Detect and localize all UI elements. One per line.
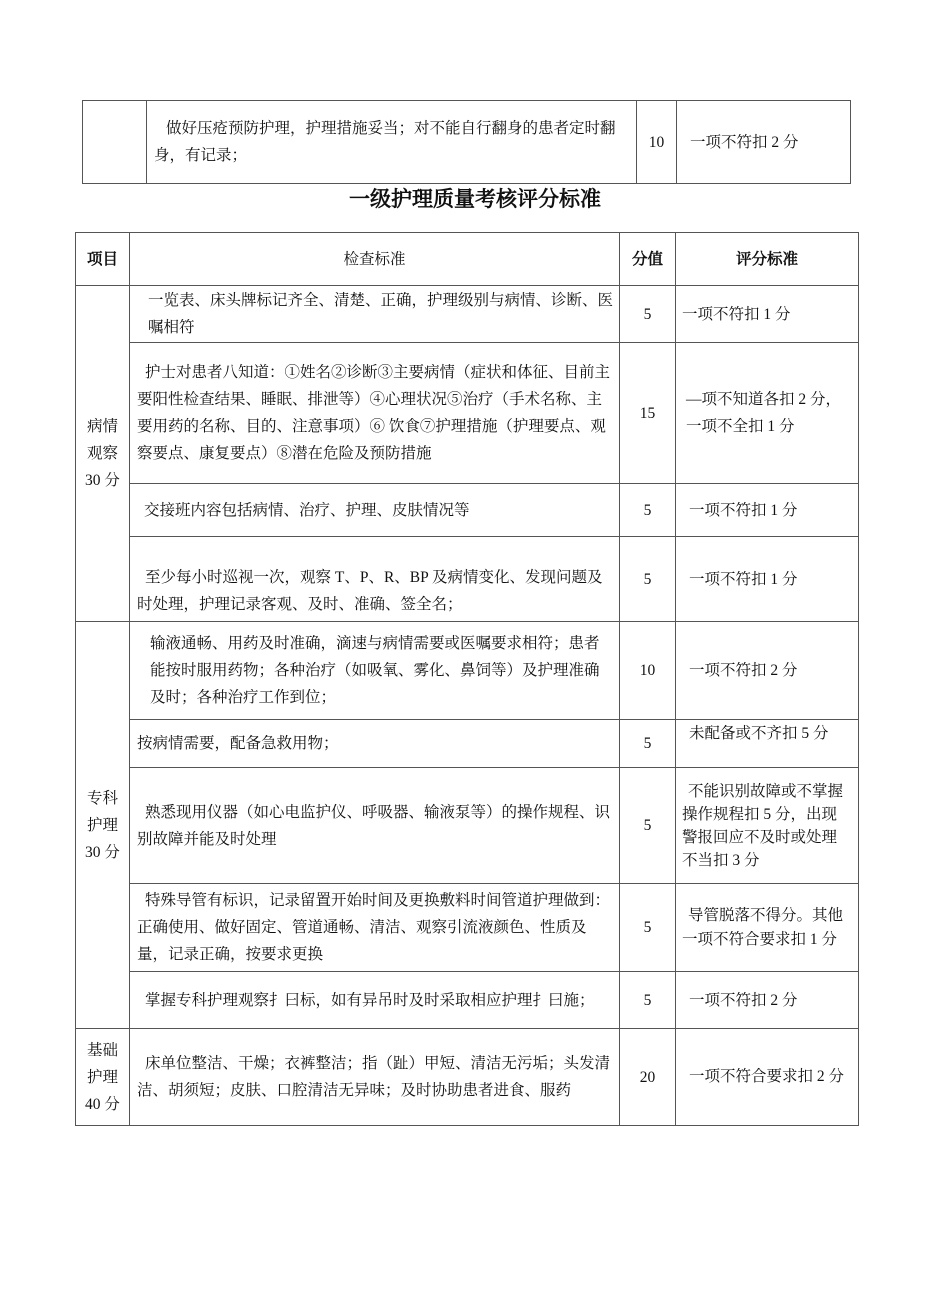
standard-text: 特殊导管有标识，记录留置开始时间及更换敷料时间管道护理做到：正确使用、做好固定、管道通畅、清洁、观察引流液颜色、性质及量，记录正确，按要求更换 [137, 892, 611, 963]
header-row [76, 233, 859, 286]
rule-cell: 一项不符扣 1 分 [676, 537, 859, 622]
rule-cell: 一项不符合要求扣 2 分 [676, 1029, 859, 1126]
category-cell [76, 286, 130, 622]
points-cell: 5 [620, 537, 676, 622]
standard-cell [130, 972, 620, 1029]
standard-text: 护士对患者八知道：①姓名②诊断③主要病情（症状和体征、目前主要阳性检查结果、睡眠、排泄等）④心理状况⑤治疗（手术名称、主要用药的名称、目的、注意事项）⑥ 饮食⑦护理措施（护理要点、观察要点、康复要点）⑧潜在危险及预防措施 [137, 364, 611, 462]
table-row [83, 101, 851, 184]
standard-text: 做好压疮预防护理，护理措施妥当；对不能自行翻身的患者定时翻身，有记录； [154, 120, 616, 164]
standard-text: 掌握专科护理观察扌曰标，如有异吊时及时采取相应护理扌曰施； [145, 991, 595, 1009]
table-row [76, 537, 859, 622]
standard-cell: 一览表、床头牌标记齐全、清楚、正确，护理级别与病情、诊断、医嘱相符 [130, 286, 620, 343]
table-row [76, 768, 859, 884]
points-cell: 5 [620, 884, 676, 972]
standard-text: 熟悉现用仪器（如心电监护仪、呼吸器、输液泵等）的操作规程、识别故障并能及时处理 [137, 803, 611, 848]
standard-cell: 输液通畅、用药及时准确，滴速与病情需要或医嘱要求相符；患者能按时服用药物；各种治疗（如吸氧、雾化、鼻饲等）及护理准确及时；各种治疗工作到位； [130, 622, 620, 720]
rule-cell: 一项不符扣 2 分 [677, 101, 851, 184]
rule-cell: 一项不符扣 1 分 [676, 286, 859, 343]
header-rule: 评分标准 [676, 233, 859, 286]
table-row [76, 884, 859, 972]
category-cell [76, 622, 130, 1029]
category-label: 病情观察30 分 [85, 418, 120, 489]
category-cell [83, 101, 147, 184]
rule-cell: 一项不符扣 2 分 [676, 622, 859, 720]
rule-cell [676, 768, 859, 884]
standard-cell [130, 1029, 620, 1126]
points-cell: 5 [620, 972, 676, 1029]
standard-cell: 按病情需要，配备急救用物； [130, 720, 620, 768]
header-points: 分值 [620, 233, 676, 286]
scoring-table [75, 232, 859, 1126]
header-item: 项目 [76, 233, 130, 286]
points-cell: 10 [637, 101, 677, 184]
standard-cell [130, 537, 620, 622]
continued-table [82, 100, 851, 184]
rule-cell: 一项不符扣 2 分 [676, 972, 859, 1029]
standard-cell: 交接班内容包括病情、治疗、护理、皮肤情况等 [130, 484, 620, 537]
standard-text: 床单位整洁、干燥；衣裤整洁；指（趾）甲短、清洁无污垢；头发清洁、胡须短；皮肤、口腔清洁无异味；及时协助患者进食、服药 [137, 1055, 611, 1099]
category-label: 基础护理40 分 [85, 1041, 120, 1113]
table-row [76, 343, 859, 484]
table-row [76, 1029, 859, 1126]
table-row [76, 286, 859, 343]
points-cell: 5 [620, 768, 676, 884]
rule-cell: 未配备或不齐扣 5 分 [676, 720, 859, 768]
table-row [76, 622, 859, 720]
header-standard: 检查标准 [130, 233, 620, 286]
points-cell: 20 [620, 1029, 676, 1126]
rule-text: 不能识别故障或不掌握操作规程扣 5 分，出现警报回应不及时或处理不当扣 3 分 [682, 782, 844, 869]
standard-cell [130, 884, 620, 972]
rule-text: 导管脱落不得分。其他一项不符合要求扣 1 分 [682, 906, 844, 948]
rule-cell: 一项不符扣 1 分 [676, 484, 859, 537]
table-row [76, 972, 859, 1029]
rule-cell: —项不知道各扣 2 分，一项不全扣 1 分 [676, 343, 859, 484]
category-label: 专科护理30 分 [85, 789, 120, 861]
category-cell [76, 1029, 130, 1126]
points-cell: 15 [620, 343, 676, 484]
table-row [76, 484, 859, 537]
standard-cell [147, 101, 637, 184]
points-cell: 5 [620, 484, 676, 537]
points-cell: 5 [620, 286, 676, 343]
standard-text: 至少每小时巡视一次，观察 T、P、R、BP 及病情变化、发现问题及时处理，护理记录客观、及时、准确、签全名； [137, 569, 603, 613]
rule-cell [676, 884, 859, 972]
table-row [76, 720, 859, 768]
points-cell: 10 [620, 622, 676, 720]
standard-cell [130, 768, 620, 884]
standard-cell [130, 343, 620, 484]
page-title: 一级护理质量考核评分标准 [349, 188, 601, 211]
points-cell: 5 [620, 720, 676, 768]
